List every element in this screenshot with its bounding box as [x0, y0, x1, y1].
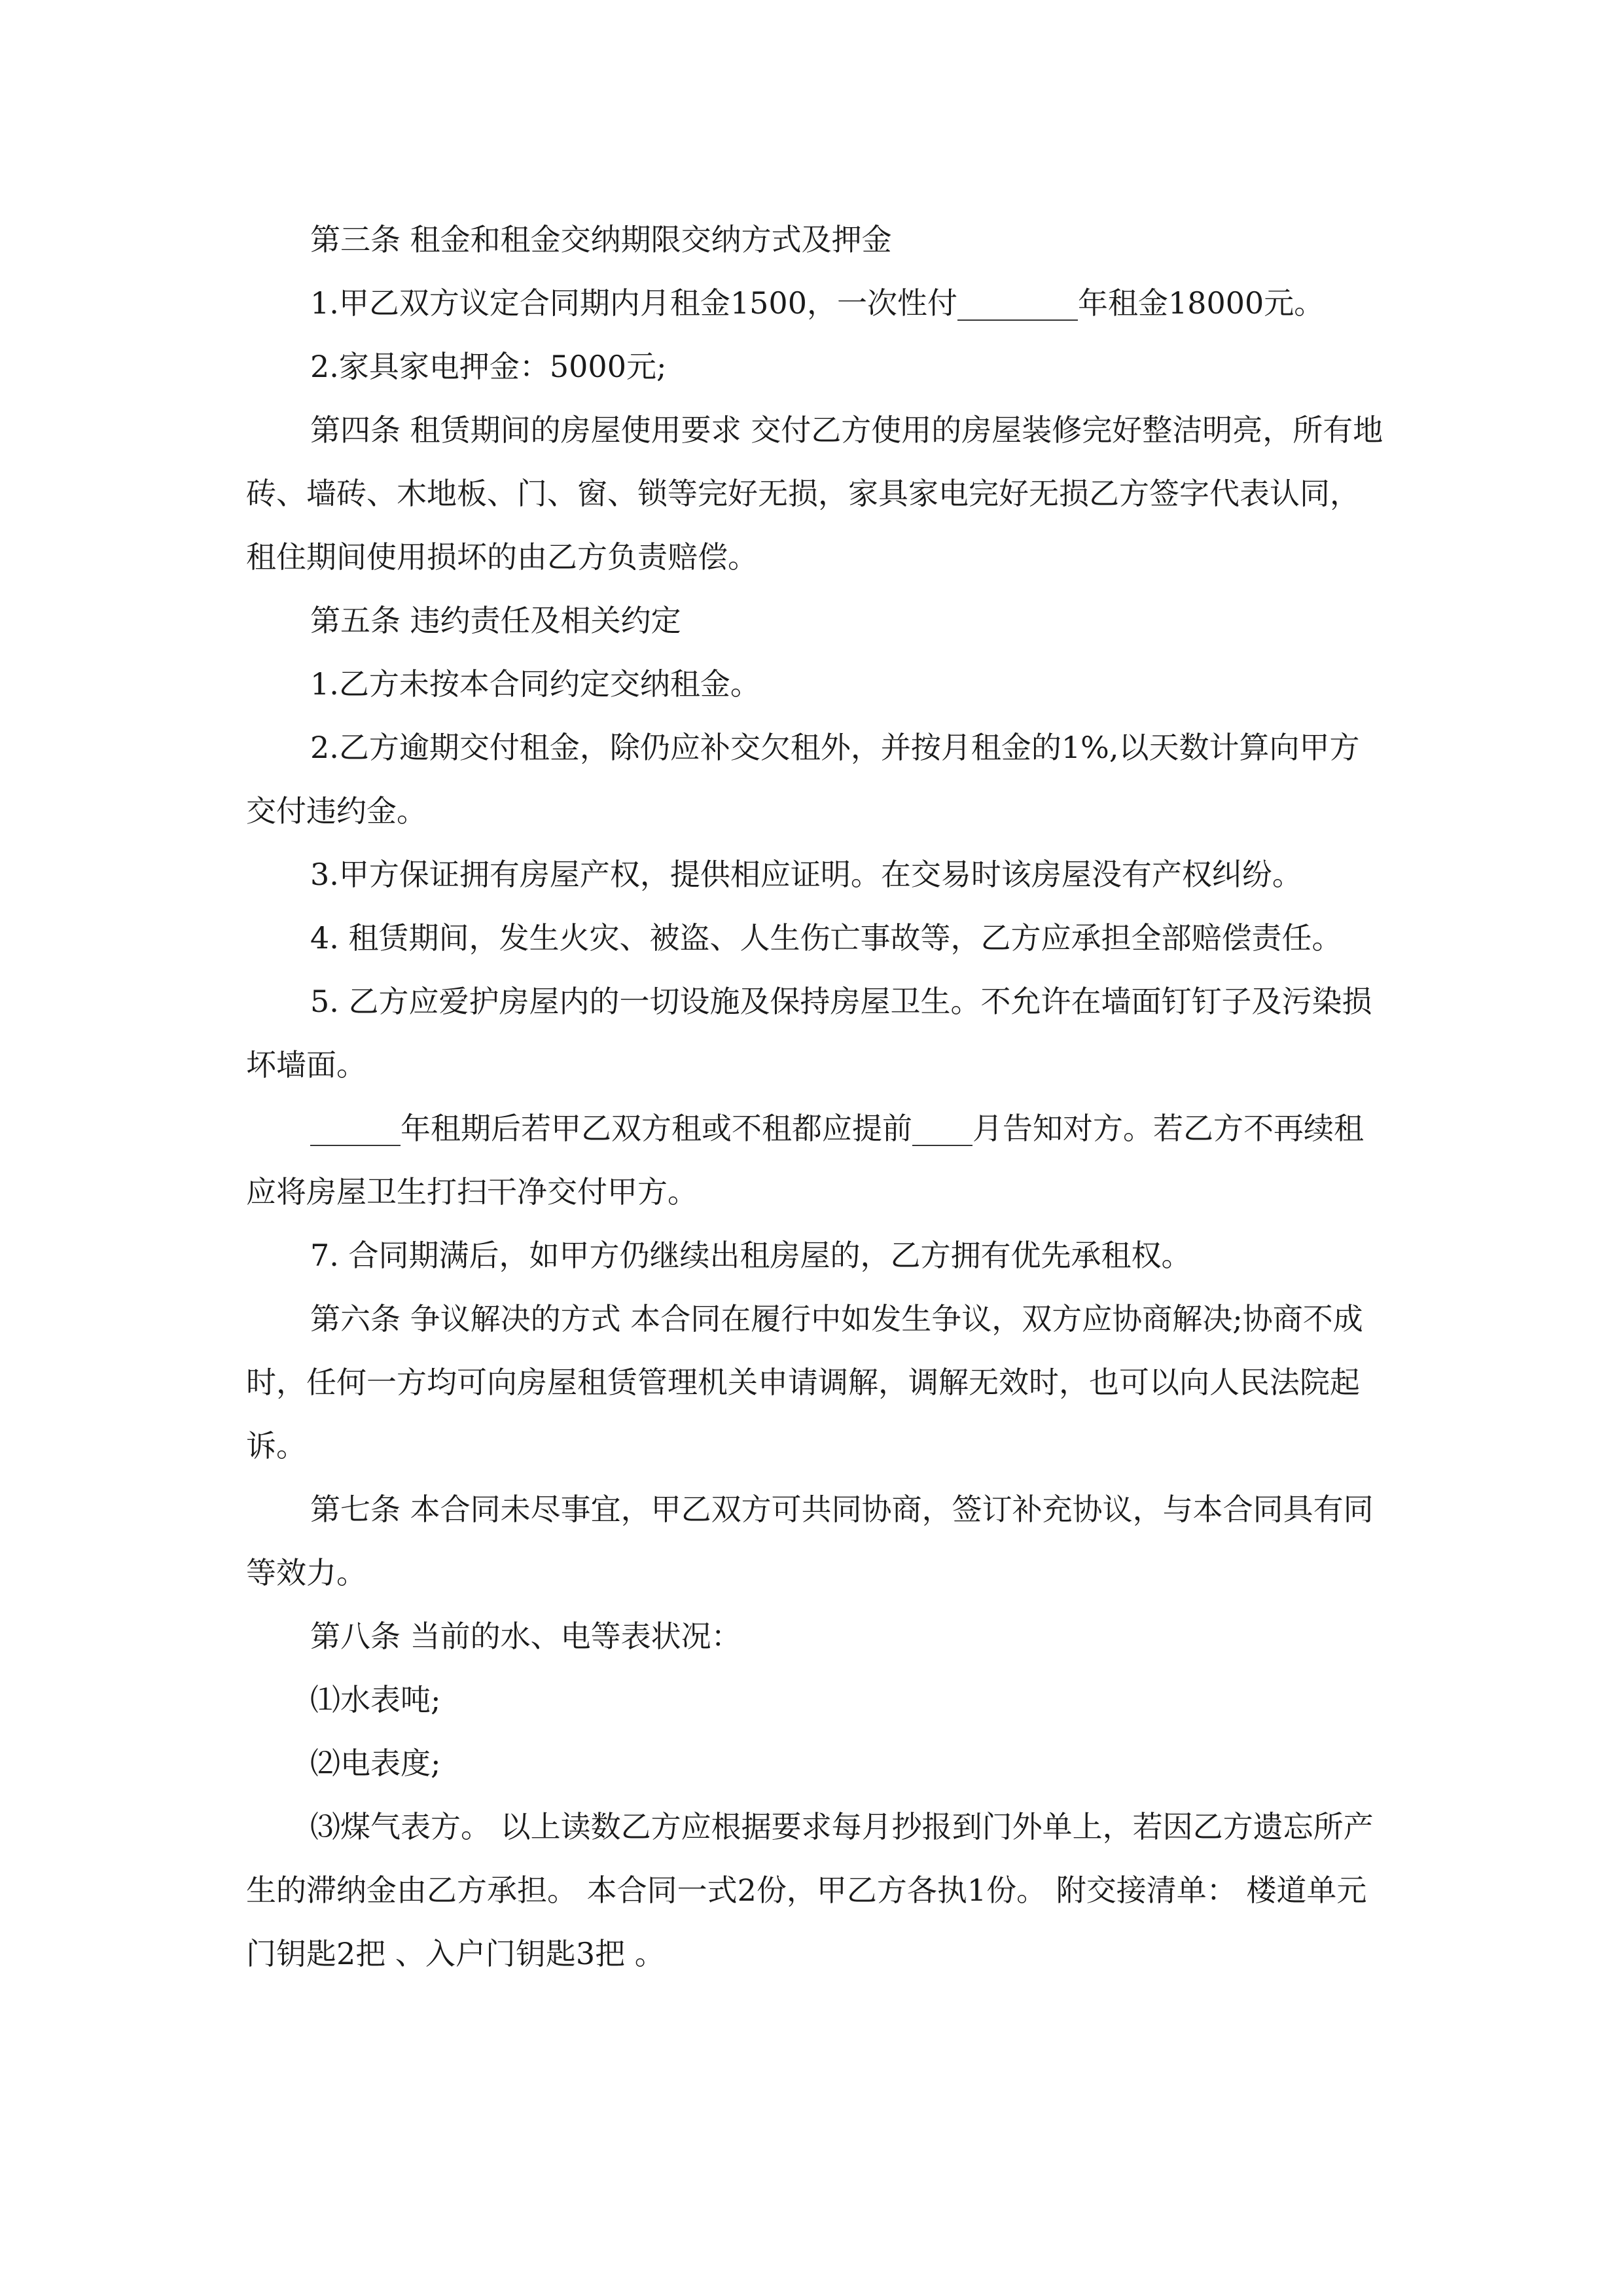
- article-5-item-6: ______年租期后若甲乙双方租或不租都应提前____月告知对方。若乙方不再续租应将房屋卫生打扫干净交付甲方。: [246, 1111, 1364, 1210]
- article-5-item-7: 7. 合同期满后，如甲方仍继续出租房屋的，乙方拥有优先承租权。: [310, 1238, 1192, 1273]
- article-5-item-5: 5. 乙方应爱护房屋内的一切设施及保持房屋卫生。不允许在墙面钉钉子及污染损坏墙面。: [246, 984, 1372, 1083]
- article-3-heading: 第三条 租金和租金交纳期限交纳方式及押金: [310, 222, 892, 257]
- article-3-item-2: 2.家具家电押金：5000元;: [310, 349, 667, 384]
- article-8-item-1: ⑴水表吨;: [310, 1682, 441, 1717]
- article-4-paragraph: 第四条 租赁期间的房屋使用要求 交付乙方使用的房屋装修完好整洁明亮，所有地砖、墙砖、木地板、门、窗、锁等完好无损，家具家电完好无损乙方签字代表认同，租住期间使用损坏的由乙方负责赔偿。: [246, 412, 1383, 575]
- article-5-heading: 第五条 违约责任及相关约定: [310, 603, 681, 638]
- article-6-paragraph: 第六条 争议解决的方式 本合同在履行中如发生争议，双方应协商解决;协商不成时，任何一方均可向房屋租赁管理机关申请调解，调解无效时，也可以向人民法院起诉。: [246, 1301, 1363, 1463]
- article-8-heading: 第八条 当前的水、电等表状况：: [310, 1619, 741, 1654]
- article-8-item-2: ⑵电表度;: [310, 1746, 441, 1781]
- contract-body: [246, 208, 1385, 1986]
- article-7-paragraph: 第七条 本合同未尽事宜，甲乙双方可共同协商，签订补充协议，与本合同具有同等效力。: [246, 1492, 1374, 1590]
- article-8-item-3: ⑶煤气表方。 以上读数乙方应根据要求每月抄报到门外单上，若因乙方遗忘所产生的滞纳金由乙方承担。 本合同一式2份，甲乙方各执1份。 附交接清单： 楼道单元门钥匙2把 、入户门钥匙3把 。: [246, 1809, 1374, 1971]
- article-3-item-1: 1.甲乙双方议定合同期内月租金1500，一次性付________年租金18000元。: [310, 285, 1325, 321]
- article-5-item-1: 1.乙方未按本合同约定交纳租金。: [310, 666, 760, 702]
- article-5-item-3: 3.甲方保证拥有房屋产权，提供相应证明。在交易时该房屋没有产权纠纷。: [310, 857, 1302, 892]
- article-5-item-2: 2.乙方逾期交付租金，除仍应补交欠租外，并按月租金的1%,以天数计算向甲方交付违约金。: [246, 730, 1360, 829]
- article-5-item-4: 4. 租赁期间，发生火灾、被盗、人生伤亡事故等，乙方应承担全部赔偿责任。: [310, 920, 1342, 956]
